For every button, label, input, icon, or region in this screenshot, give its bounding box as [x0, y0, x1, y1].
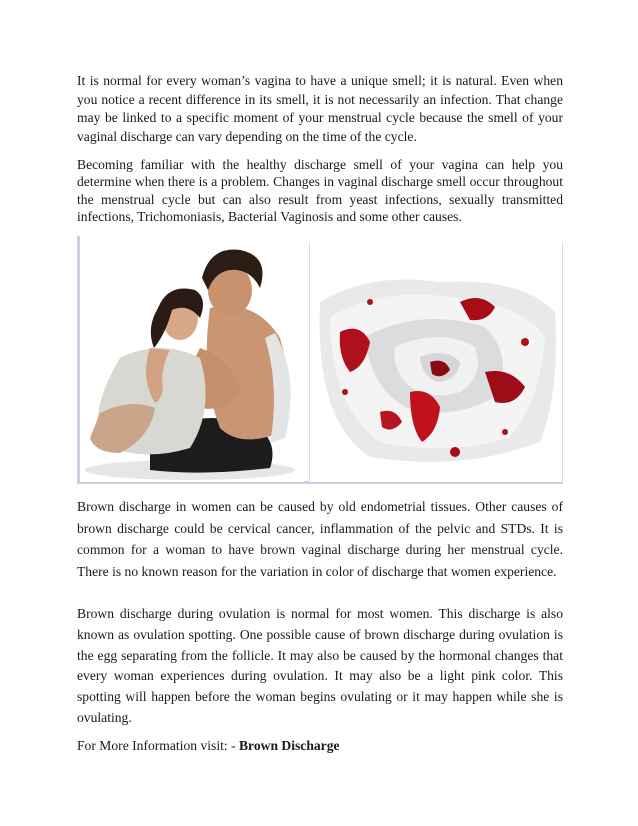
- paragraph-familiar: Becoming familiar with the healthy discharge smell of your vagina can help you determine when there is a problem. Changes in vaginal discharge smell occur throughout the menstrual cycle but can also result from yeast infections, sexually transmitted infections, Trichomoniasis, Bacterial Vaginosis and some other causes.: [77, 157, 563, 225]
- paragraph-brown-causes: Brown discharge in women can be caused by old endometrial tissues. Other causes of brown discharge could be cervical cancer, inflammation of the pelvic and STDs. It is common for a woman to have brown vaginal discharge during her menstrual cycle. There is no known reason for the variation in color of discharge that women experience.: [77, 499, 563, 579]
- couple-photo: [80, 238, 304, 482]
- more-info-line: [77, 736, 563, 756]
- rose-photo: [309, 242, 563, 482]
- paragraph-ovulation: Brown discharge during ovulation is normal for most women. This discharge is also known as ovulation spotting. One possible cause of brown discharge during ovulation is the egg separating from the follicle. It may also be caused by the hormonal changes that every woman experiences during ovulation. It may also be a light pink color. This spotting will happen before the woman begins ovulating or it may happen while she is ovulating.: [77, 606, 563, 725]
- paragraph-smell: It is normal for every woman’s vagina to have a unique smell; it is natural. Even when you notice a recent difference in its smell, it is not necessarily an infection. That change may be linked to a specific moment of your menstrual cycle because the smell of your vaginal discharge can vary depending on the time of the cycle.: [77, 73, 563, 144]
- brown-discharge-link[interactable]: Brown Discharge: [238, 738, 340, 753]
- more-info-prefix: For More Information visit: -: [77, 738, 239, 753]
